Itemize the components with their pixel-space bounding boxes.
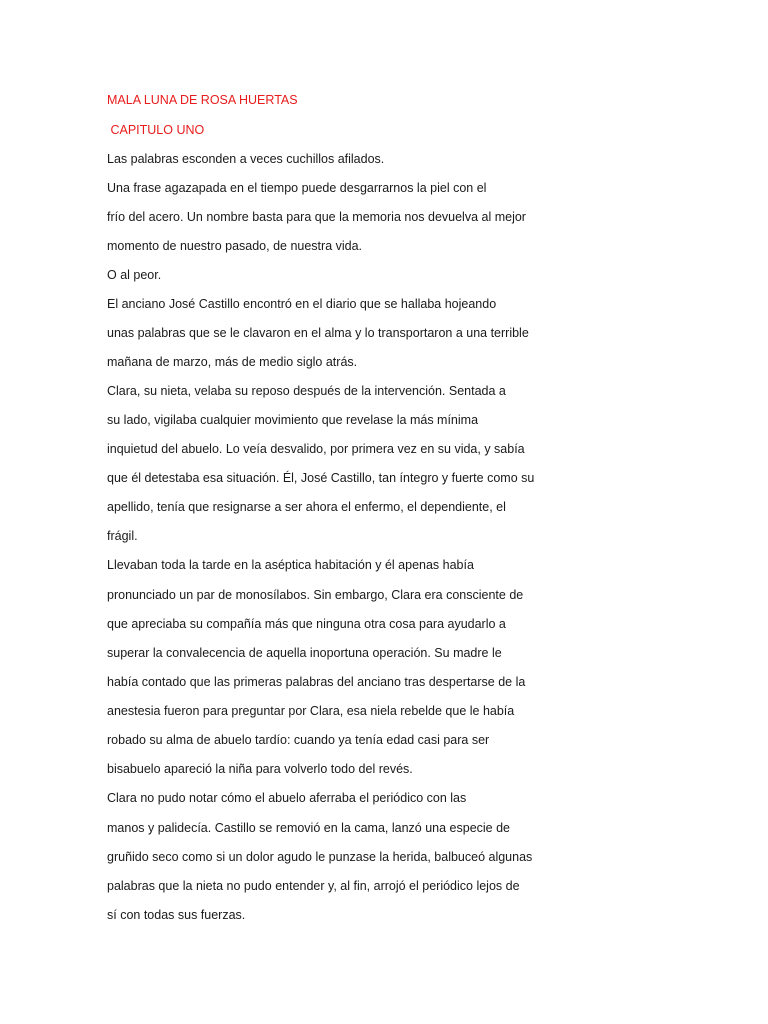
body-line: gruñido seco como si un dolor agudo le punzase la herida, balbuceó algunas: [107, 850, 533, 864]
body-line: frágil.: [107, 529, 138, 543]
body-line: apellido, tenía que resignarse a ser ahora el enfermo, el dependiente, el: [107, 500, 506, 514]
body-line: había contado que las primeras palabras del anciano tras despertarse de la: [107, 675, 526, 689]
chapter-heading: CAPITULO UNO: [107, 123, 205, 137]
body-line: bisabuelo apareció la niña para volverlo todo del revés.: [107, 762, 413, 776]
body-line: su lado, vigilaba cualquier movimiento que revelase la más mínima: [107, 413, 479, 427]
body-line: manos y palidecía. Castillo se removió en la cama, lanzó una especie de: [107, 821, 510, 835]
body-line: sí con todas sus fuerzas.: [107, 908, 246, 922]
body-line: que él detestaba esa situación. Él, José Castillo, tan íntegro y fuerte como su: [107, 471, 535, 485]
body-line: inquietud del abuelo. Lo veía desvalido, por primera vez en su vida, y sabía: [107, 442, 525, 456]
document-title: MALA LUNA DE ROSA HUERTAS: [107, 93, 298, 107]
body-line: O al peor.: [107, 268, 162, 282]
body-line: superar la convalecencia de aquella inoportuna operación. Su madre le: [107, 646, 502, 660]
body-line: Clara no pudo notar cómo el abuelo aferraba el periódico con las: [107, 791, 467, 805]
body-line: El anciano José Castillo encontró en el diario que se hallaba hojeando: [107, 297, 497, 311]
body-line: Llevaban toda la tarde en la aséptica habitación y él apenas había: [107, 558, 474, 572]
body-line: momento de nuestro pasado, de nuestra vida.: [107, 239, 363, 253]
body-line: unas palabras que se le clavaron en el alma y lo transportaron a una terrible: [107, 326, 529, 340]
body-line: pronunciado un par de monosílabos. Sin embargo, Clara era consciente de: [107, 588, 524, 602]
body-line: que apreciaba su compañía más que ninguna otra cosa para ayudarlo a: [107, 617, 506, 631]
body-line: Una frase agazapada en el tiempo puede desgarrarnos la piel con el: [107, 181, 487, 195]
body-line: frío del acero. Un nombre basta para que la memoria nos devuelva al mejor: [107, 210, 526, 224]
body-line: mañana de marzo, más de medio siglo atrás.: [107, 355, 358, 369]
body-line: Clara, su nieta, velaba su reposo después de la intervención. Sentada a: [107, 384, 506, 398]
body-line: palabras que la nieta no pudo entender y, al fin, arrojó el periódico lejos de: [107, 879, 520, 893]
body-line: Las palabras esconden a veces cuchillos afilados.: [107, 152, 385, 166]
body-line: robado su alma de abuelo tardío: cuando ya tenía edad casi para ser: [107, 733, 490, 747]
body-line: anestesia fueron para preguntar por Clara, esa niela rebelde que le había: [107, 704, 515, 718]
